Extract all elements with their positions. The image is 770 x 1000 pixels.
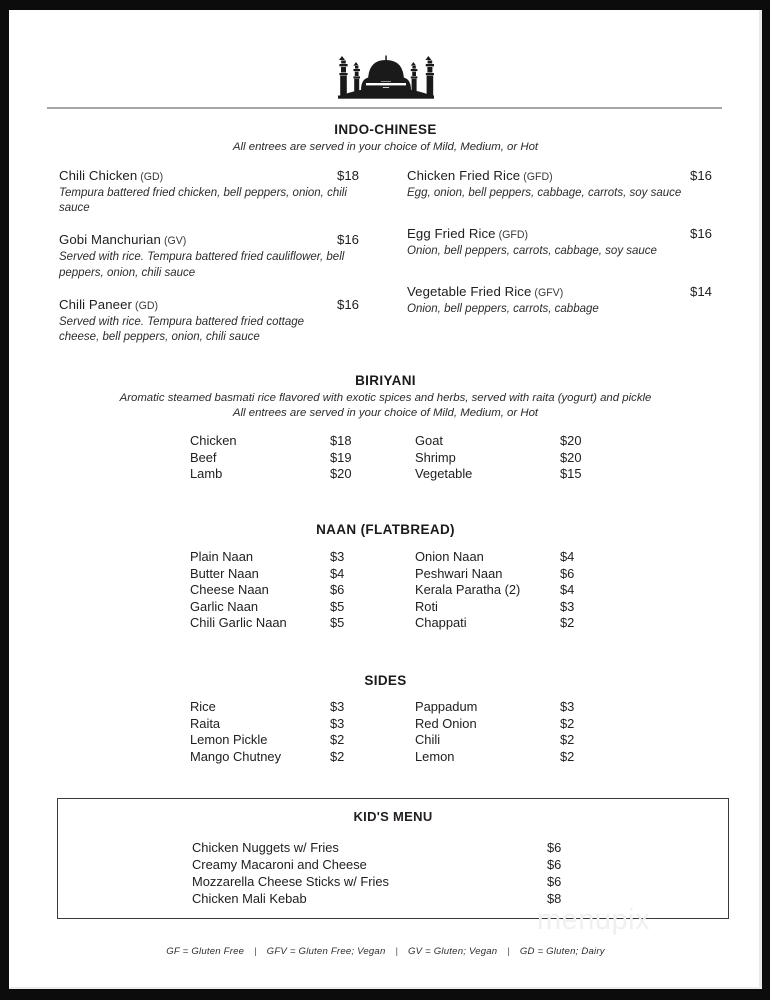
menu-item-price: $3: [330, 715, 345, 731]
menu-item-name: Mango Chutney: [190, 748, 282, 764]
menu-item-name: Vegetable Fried Rice: [407, 284, 532, 300]
menu-item-price: $6: [547, 857, 562, 872]
menu-item-diet-tag: (GFD): [523, 171, 553, 183]
section-subtitle-indo-chinese: All entrees are served in your choice of Mild, Medium, or Hot: [232, 141, 539, 153]
menu-item-title: [59, 231, 186, 249]
section-title-biriyani: BIRIYANI: [355, 373, 416, 388]
menu-item-price: $16: [336, 296, 359, 312]
menu-item-price: $2: [330, 748, 345, 764]
menu-item-price: $16: [336, 232, 359, 248]
menu-item-description: Served with rice. Tempura battered fried cauliflower, bell peppers, onion, chili sauce: [59, 251, 345, 279]
menu-item-price: $18: [330, 433, 352, 448]
menu-item-name: Chappati: [415, 615, 467, 631]
page-edge-right: [759, 10, 762, 989]
menu-item-description: Onion, bell peppers, carrots, cabbage: [407, 303, 599, 316]
menu-item-name: Shrimp: [415, 449, 456, 465]
section-title-kids-menu: KID'S MENU: [353, 809, 433, 824]
menu-item-name: Chicken Nuggets w/ Fries: [192, 840, 339, 855]
menu-item-name: Red Onion: [415, 715, 477, 731]
legend-item-gd: GD = Gluten; Dairy: [519, 946, 605, 957]
menu-item-name: Lemon: [415, 748, 455, 764]
menu-item-price: $15: [560, 466, 582, 482]
menu-item-name: Chili Garlic Naan: [190, 615, 287, 631]
menu-item-price: $5: [330, 598, 345, 614]
menu-item-price: $20: [560, 433, 582, 448]
header-divider: [47, 107, 722, 109]
menu-item-price: $14: [689, 284, 712, 300]
menu-item-diet-tag: (GFD): [498, 229, 529, 242]
menu-item-price: $20: [330, 466, 352, 482]
menu-item-name: Chicken: [190, 433, 237, 448]
menu-item-name: Vegetable: [415, 466, 473, 482]
menu-item-price: $18: [336, 168, 359, 183]
menu-item-price: $6: [547, 840, 562, 855]
menu-item-name: Pappadum: [415, 699, 478, 714]
menu-item-price: $5: [330, 615, 345, 631]
menu-item-name: Raita: [190, 715, 221, 731]
menu-item-price: $2: [560, 732, 575, 748]
menu-item-header: [407, 225, 712, 243]
menu-item-price: $2: [560, 615, 575, 631]
menu-item-name: Onion Naan: [415, 549, 484, 564]
menu-item-description: Served with rice. Tempura battered fried cottage cheese, bell peppers, onion, chili sauce: [59, 315, 305, 343]
legend-item-gv: GV = Gluten; Vegan: [407, 946, 498, 957]
menu-item-header: [407, 283, 712, 301]
menu-item-name: Chicken Fried Rice: [407, 168, 521, 183]
menu-item[interactable]: [407, 283, 712, 317]
menu-item-description: Egg, onion, bell peppers, cabbage, carrots, soy sauce: [407, 187, 682, 199]
section-subtitle-biriyani-line1: Aromatic steamed basmati rice flavored with exotic spices and herbs, served with raita (yogurt) and pickle: [119, 392, 652, 404]
menu-item-price: $2: [330, 732, 345, 748]
menu-item[interactable]: [59, 231, 359, 280]
section-title-naan: NAAN (FLATBREAD): [316, 522, 455, 537]
menu-item-diet-tag: (GD): [135, 299, 158, 312]
menu-item[interactable]: [59, 167, 359, 216]
menu-item-price: $20: [560, 449, 582, 465]
section-title-sides: SIDES: [364, 673, 407, 688]
section-subtitle-biriyani-line2: All entrees are served in your choice of Mild, Medium, or Hot: [232, 407, 539, 419]
menu-item-name: Plain Naan: [190, 549, 254, 564]
section-title-indo-chinese: INDO-CHINESE: [334, 122, 437, 137]
menu-item-title: [59, 167, 163, 185]
menu-item-name: Chili Chicken: [59, 168, 138, 183]
menu-item-title: [407, 167, 553, 185]
legend-separator: |: [395, 946, 399, 957]
menu-item-name: Lamb: [190, 466, 223, 482]
menu-item-description: Onion, bell peppers, carrots, cabbage, soy sauce: [407, 245, 657, 258]
menu-page: [9, 10, 762, 989]
menu-item-name: Egg Fried Rice: [407, 226, 496, 242]
biriyani-price-grid: [190, 433, 640, 483]
dietary-legend: [9, 946, 762, 957]
menu-item-name: Garlic Naan: [190, 598, 259, 614]
legend-item-gfv: GFV = Gluten Free; Vegan: [266, 946, 386, 957]
menu-item-name: Chili: [415, 732, 441, 748]
menu-item-header: [59, 231, 359, 249]
menu-item-price: $4: [560, 549, 575, 564]
menu-item-price: $19: [330, 449, 352, 465]
menu-item-header: [59, 167, 359, 185]
menu-item-name: Beef: [190, 449, 217, 465]
kids-menu-box: [57, 798, 729, 919]
menu-item-name: Gobi Manchurian: [59, 232, 161, 248]
menu-item-name: Cheese Naan: [190, 582, 269, 598]
menu-item-diet-tag: (GFV): [534, 287, 564, 300]
menu-item-price: $6: [547, 874, 562, 889]
menu-item-price: $16: [689, 226, 712, 242]
menu-item-title: [59, 296, 158, 314]
menu-item-name: Chicken Mali Kebab: [192, 891, 307, 906]
menu-item-price: $3: [560, 699, 575, 714]
menu-item-header: [59, 296, 359, 314]
menu-item-price: $2: [560, 715, 575, 731]
menu-item[interactable]: [407, 225, 712, 259]
menu-item-price: $3: [330, 699, 345, 714]
menu-item-title: [407, 225, 528, 243]
menu-item-description: Tempura battered fried chicken, bell peppers, onion, chili sauce: [59, 187, 347, 215]
menu-item-name: Rice: [190, 699, 216, 714]
menu-item-price: $4: [330, 565, 345, 581]
naan-price-grid: [190, 549, 640, 632]
menu-item-name: Lemon Pickle: [190, 732, 268, 748]
page-edge-bottom: [9, 987, 762, 989]
menu-item[interactable]: [59, 296, 359, 345]
legend-separator: |: [507, 946, 510, 957]
menu-item-price: $2: [560, 748, 575, 764]
menu-item-price: $16: [689, 168, 712, 183]
menu-item-name: Peshwari Naan: [415, 565, 503, 581]
indo-chinese-right-column: [407, 167, 712, 318]
menu-item-diet-tag: (GV): [163, 235, 187, 248]
menu-item-header: [407, 167, 712, 185]
menu-item-name: Creamy Macaroni and Cheese: [192, 857, 367, 872]
kids-menu-grid: [192, 839, 607, 907]
indo-chinese-left-column: [59, 167, 359, 345]
legend-separator: |: [254, 946, 257, 957]
menu-item-price: $3: [560, 598, 575, 614]
menu-item-title: [407, 283, 563, 301]
menu-item-name: Goat: [415, 433, 443, 448]
menu-item-name: Butter Naan: [190, 565, 259, 581]
menu-item-name: Kerala Paratha (2): [415, 582, 521, 598]
menu-item-price: $6: [330, 582, 345, 598]
menu-item-name: Roti: [415, 598, 438, 614]
menupix-watermark: menupix: [537, 904, 651, 936]
menu-item-price: $6: [560, 565, 575, 581]
menu-item-price: $4: [560, 582, 575, 598]
menu-item-name: Mozzarella Cheese Sticks w/ Fries: [192, 874, 389, 889]
menu-item-diet-tag: (GD): [140, 171, 164, 183]
menu-item-price: $8: [547, 891, 562, 906]
menu-item[interactable]: [407, 167, 712, 201]
menu-item-name: Chili Paneer: [59, 296, 133, 312]
menu-item-price: $3: [330, 549, 345, 564]
sides-price-grid: [190, 699, 640, 765]
restaurant-logo: [9, 48, 762, 100]
mosque-icon: [330, 50, 442, 100]
legend-item-gf: GF = Gluten Free: [166, 946, 245, 957]
